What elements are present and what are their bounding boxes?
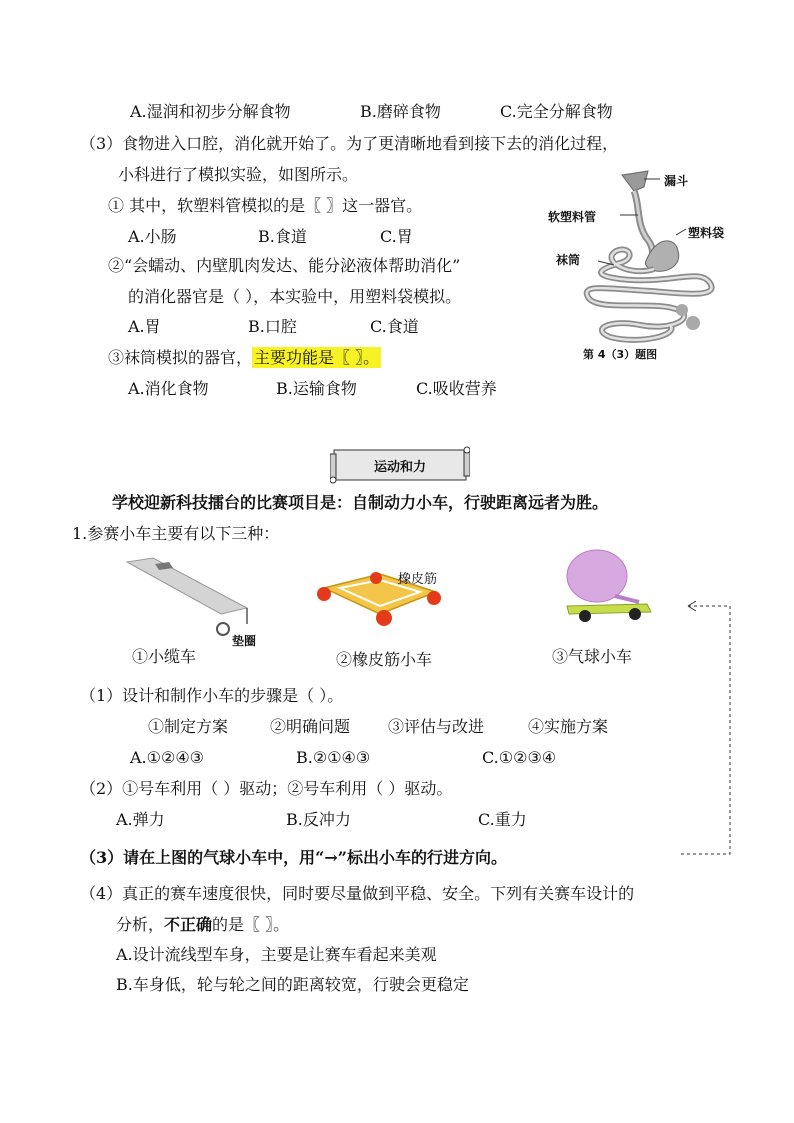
digestion-model-figure [560, 165, 750, 345]
dashed-connector [680, 596, 740, 860]
q1-step-4: ④实施方案 [528, 717, 609, 736]
q2-opt-a: A.弹力 [116, 810, 165, 829]
washer-icon [217, 623, 229, 635]
sub1-opt-a: A.小肠 [128, 227, 177, 246]
q4-bold: 不正确 [164, 915, 213, 934]
option-b-grind: B.磨碎食物 [360, 102, 441, 121]
sub1-stem: ① 其中，软塑料管模拟的是〖 〗这一器官。 [108, 196, 423, 215]
q1-opt-a: A.①②④③ [130, 748, 205, 767]
sub3-opt-a: A.消化食物 [128, 379, 209, 398]
car2-label: ②橡皮筋小车 [336, 650, 433, 669]
car1-label: ①小缆车 [132, 647, 197, 666]
option-c-digest: C.完全分解食物 [500, 102, 613, 121]
car3-label: ③气球小车 [552, 647, 633, 666]
q1-step-2: ②明确问题 [270, 717, 351, 736]
q3-stem-line1: （3）食物进入口腔，消化就开始了。为了更清晰地看到接下去的消化过程， [80, 134, 619, 153]
sub3-opt-c: C.吸收营养 [416, 379, 497, 398]
q4-opt-b: B.车身低，轮与轮之间的距离较宽，行驶会更稳定 [116, 975, 469, 994]
section-intro: 学校迎新科技擂台的比赛项目是：自制动力小车，行驶距离远者为胜。 [112, 493, 609, 512]
car1-tag: 垫圈 [232, 634, 257, 648]
ball-1 [676, 304, 688, 316]
sub2-opt-b: B.口腔 [248, 317, 297, 336]
q1-step-1: ①制定方案 [148, 717, 229, 736]
sub1-opt-b: B.食道 [258, 227, 307, 246]
sub3-prefix: ③袜筒模拟的器官， [108, 348, 253, 367]
q1-opt-b: B.②①④③ [296, 748, 371, 767]
q1-step-3: ③评估与改进 [388, 717, 485, 736]
q4-opt-a: A.设计流线型车身，主要是让赛车看起来美观 [116, 945, 437, 964]
balloon-car-figure [555, 548, 665, 628]
q4-stem-line2 [116, 915, 289, 935]
label-sock: 袜筒 [556, 253, 581, 267]
q3-stem: （3）请在上图的气球小车中，用“→”标出小车的行进方向。 [80, 848, 507, 867]
funnel-shape [622, 171, 648, 191]
section-banner-label: 运动和力 [373, 460, 426, 475]
q4-post: 的是〖 〗。 [212, 915, 290, 934]
sub2-opt-c: C.食道 [370, 317, 419, 336]
q1-stem: （1）设计和制作小车的步骤是（ ）。 [80, 686, 344, 705]
sub3-highlight: 主要功能是〖 〗。 [254, 348, 380, 367]
q1-intro: 1.参赛小车主要有以下三种： [72, 524, 280, 543]
cable-car-figure [125, 556, 265, 641]
label-tube: 软塑料管 [548, 210, 597, 224]
q3-stem-line2: 小科进行了模拟实验，如图所示。 [118, 165, 359, 184]
option-a-moisten: A.湿润和初步分解食物 [130, 102, 291, 121]
balloon-shape [567, 550, 627, 602]
label-funnel: 漏斗 [664, 174, 689, 188]
sub2-stem-line1: ②“会蠕动、内壁肌肉发达、能分泌液体帮助消化” [108, 256, 461, 275]
sub2-opt-a: A.胃 [128, 317, 161, 336]
q4-pre: 分析， [116, 915, 165, 934]
q2-stem: （2）①号车利用（ ）驱动；②号车利用（ ）驱动。 [80, 779, 453, 798]
ball-2 [686, 316, 700, 330]
sub2-stem-line2: 的消化器官是（ ），本实验中，用塑料袋模拟。 [128, 287, 462, 306]
q1-opt-c: C.①②③④ [482, 748, 557, 767]
label-bag: 塑料袋 [688, 226, 725, 240]
figure-caption: 第 4（3）题图 [583, 348, 658, 361]
sub3-stem [108, 348, 381, 368]
q2-opt-b: B.反冲力 [286, 810, 351, 829]
car2-tag: 橡皮筋 [398, 572, 438, 587]
sub1-opt-c: C.胃 [380, 227, 413, 246]
q4-stem-line1: （4）真正的赛车速度很快，同时要尽量做到平稳、安全。下列有关赛车设计的 [80, 884, 635, 903]
sub3-opt-b: B.运输食物 [276, 379, 357, 398]
q2-opt-c: C.重力 [478, 810, 527, 829]
